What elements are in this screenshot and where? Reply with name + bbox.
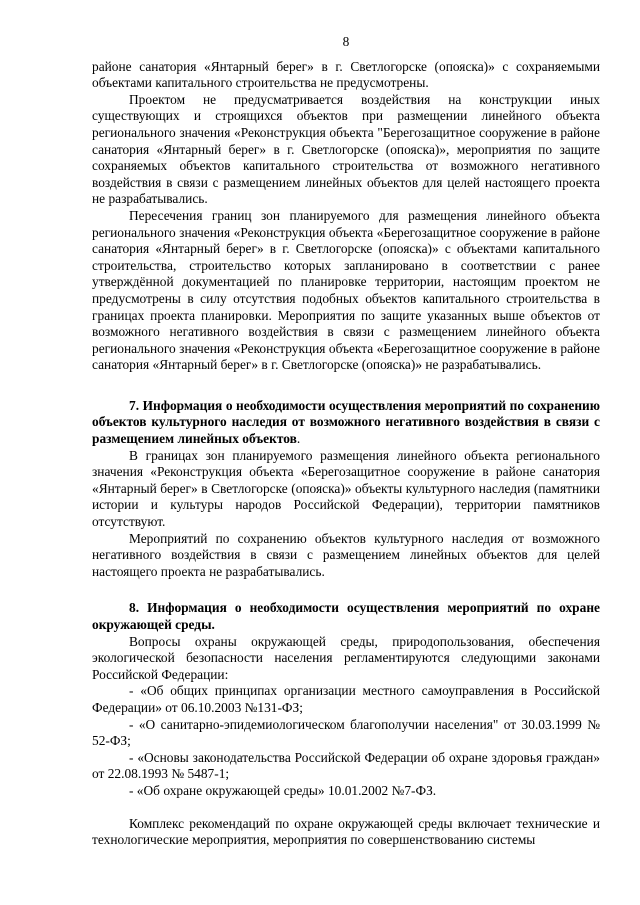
paragraph-continuation: районе санатория «Янтарный берег» в г. Светлогорске (опояска)» с сохраняемыми объектами капитального строительства не предусмотрены. — [92, 58, 600, 91]
section-7-paragraph-1: В границах зон планируемого размещения линейного объекта регионального значения «Реконструкция объекта «Берегозащитное сооружение в районе санатория «Янтарный берег» в Светлогорске (опояска)» объекты культурного наследия (памятники истории и культуры народов Российской Федерации), территории памятников отсутствуют. — [92, 447, 600, 530]
law-list-item: - «Основы законодательства Российской Федерации об охране здоровья граждан» от 22.08.1993 № 5487-1; — [92, 749, 600, 782]
section-8-heading: 8. Информация о необходимости осуществления мероприятий по охране окружающей среды. — [92, 600, 600, 632]
section-7-title-period: . — [296, 431, 301, 447]
page-number: 8 — [342, 34, 350, 49]
spacer — [92, 800, 600, 816]
paragraph-impact-structures: Проектом не предусматривается воздействия на конструкции иных существующих и строящихся объектов при размещении линейного объекта регионального значения «Реконструкция объекта "Берегозащитное сооружение в районе санатория «Янтарный берег» в г. Светлогорске (опояска)», мероприятия по защите сохраняемых объектов капитального строительства от возможного негативного воздействия в связи с размещением линейных объектов для целей настоящего проекта не разрабатывались. — [92, 91, 600, 207]
section-7-title: 7. Информация о необходимости осуществления мероприятий по сохранению объектов культурного наследия от возможного негативного воздействия в связи с размещением линейных объектов — [92, 397, 600, 447]
law-list-item: - «Об охране окружающей среды» 10.01.2002 №7-ФЗ. — [129, 782, 437, 798]
spacer — [92, 374, 600, 398]
law-list-item: - «О санитарно-эпидемиологическом благополучии населения" от 30.03.1999 № 52-ФЗ; — [92, 716, 600, 749]
law-list-item: - «Об общих принципах организации местного самоуправления в Российской Федерации» от 06.10.2003 №131-ФЗ; — [92, 683, 600, 715]
section-7-heading — [92, 398, 600, 448]
section-8-intro: Вопросы охраны окружающей среды, природопользования, обеспечения экологической безопасности населения регламентируются следующими законами Российской Федерации: — [92, 633, 600, 682]
paragraph-zone-intersections: Пересечения границ зон планируемого для размещения линейного объекта регионального значения «Реконструкция объекта «Берегозащитное сооружение в районе санатория «Янтарный берег» в г. Светлогорске (опояска)» с объектами капитального строительства, строительство которых запланировано в соответствии с ранее утверждённой документацией по планировке территории, настоящим проектом не предусмотрены в силу отсутствия подобных объектов капитального строительства в границах проекта планировки. Мероприятия по защите указанных выше объектов от возможного негативного воздействия в связи с размещением линейного объекта регионального значения «Реконструкция объекта «Берегозащитное сооружение в районе санатория «Янтарный берег» в г. Светлогорске (опояска)» не разрабатывались. — [92, 207, 600, 373]
section-7-paragraph-2: Мероприятий по сохранению объектов культурного наследия от возможного негативного воздействия в связи с размещением линейных объектов для целей настоящего проекта не разрабатывались. — [92, 530, 600, 579]
spacer — [92, 580, 600, 600]
section-8-closing-paragraph: Комплекс рекомендаций по охране окружающей среды включает технические и технологические мероприятия, мероприятия по совершенствованию системы — [92, 815, 600, 848]
